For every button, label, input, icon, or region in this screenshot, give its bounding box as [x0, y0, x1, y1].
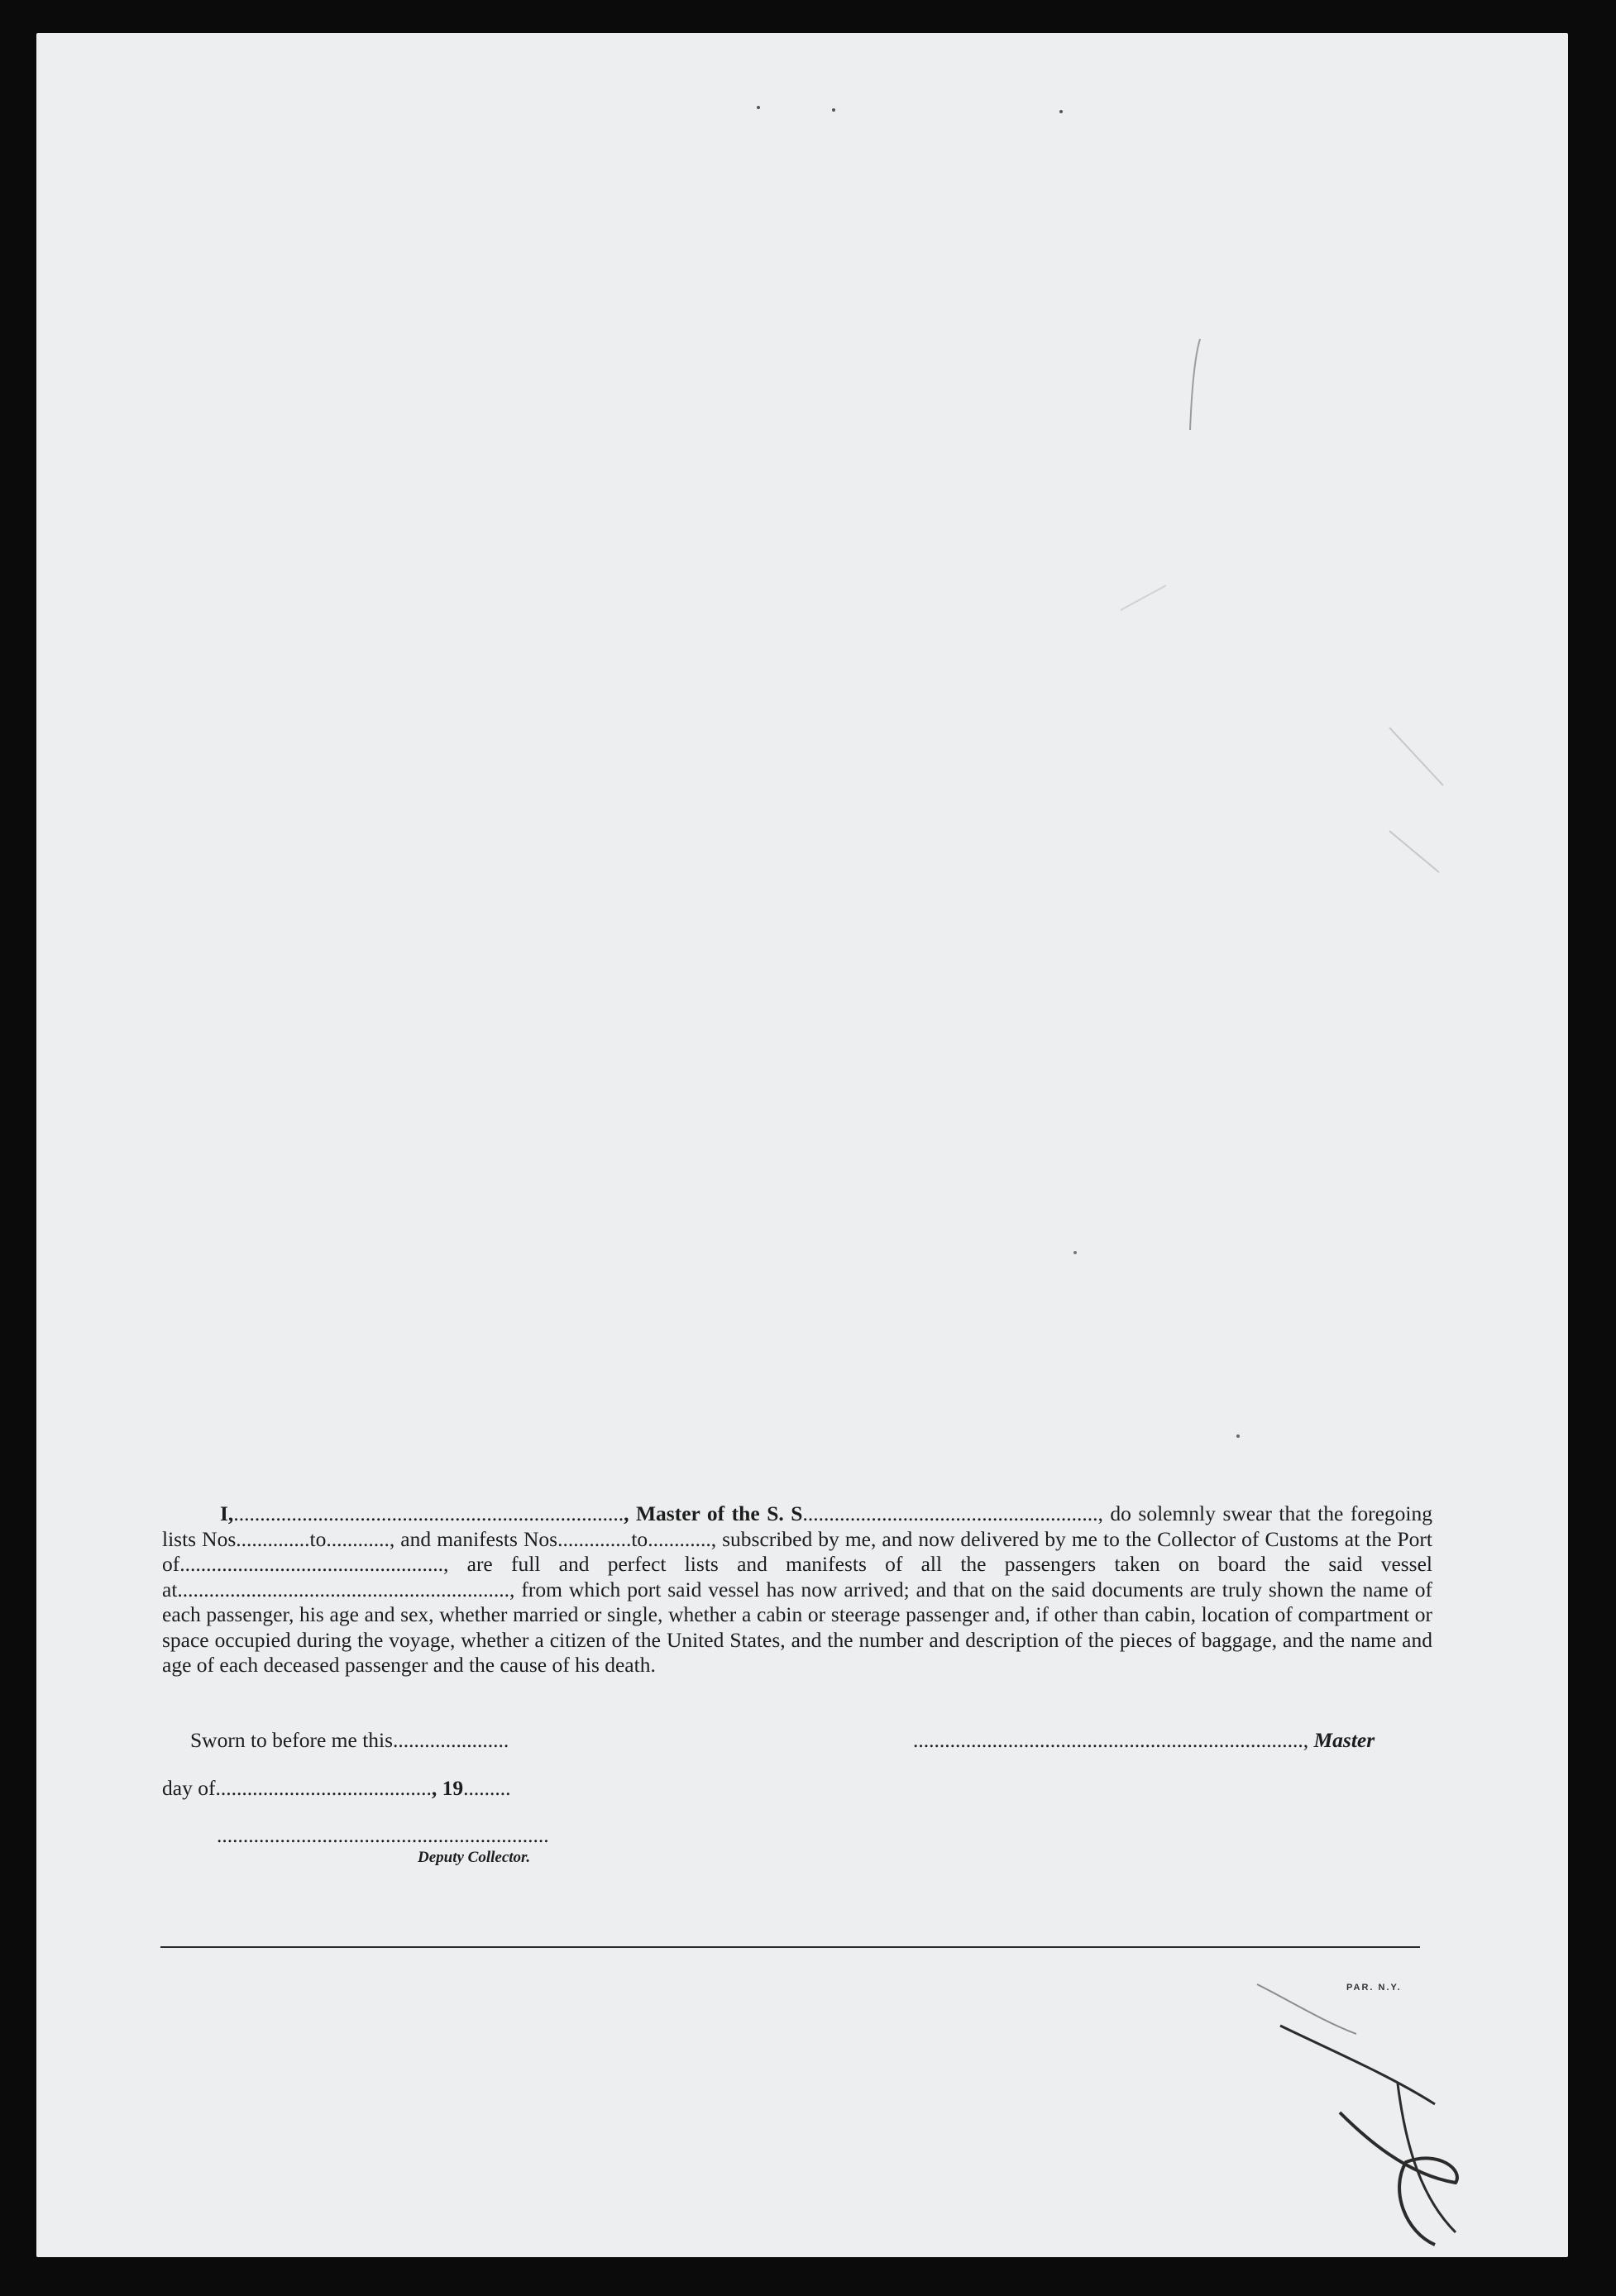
list-nos-from-blank: ..............: [236, 1526, 310, 1551]
list-nos-to-blank: ............: [326, 1526, 390, 1551]
master-label: Master: [1313, 1728, 1375, 1752]
paper-sheet: [36, 33, 1568, 2257]
master-signature-line: .........................................................................., Master: [913, 1728, 1375, 1752]
year-label: , 19: [431, 1776, 464, 1800]
printer-mark: PAR. N.Y.: [1346, 1983, 1402, 1993]
horizontal-rule: [160, 1946, 1420, 1948]
master-of-label: , Master of the S. S: [624, 1501, 803, 1525]
to-label-1: to: [309, 1526, 327, 1551]
manifest-nos-from-blank: ..............: [557, 1526, 632, 1551]
master-name-blank: ..........................................................................: [233, 1501, 624, 1525]
sworn-line: [190, 1728, 509, 1753]
year-blank: .........: [463, 1776, 511, 1800]
oath-line-2b: , and manifests Nos: [389, 1526, 558, 1551]
sworn-date-blank: ......................: [393, 1728, 509, 1752]
to-label-2: to: [631, 1526, 648, 1551]
day-month-blank: .........................................: [215, 1776, 432, 1800]
deputy-collector-label: Deputy Collector.: [418, 1849, 531, 1866]
oath-line-2a: swear that the foregoing lists Nos: [162, 1501, 1433, 1551]
master-oath-paragraph: [162, 1501, 1432, 1678]
manifest-nos-to-blank: ............: [648, 1526, 711, 1551]
oath-text: [162, 1501, 1432, 1678]
oath-line-4a: manifests of all the passengers taken on board the said vessel at: [162, 1552, 1433, 1601]
ship-name-blank: ........................................................: [802, 1501, 1098, 1525]
oath-i: I,: [220, 1501, 234, 1525]
vessel-at-blank: ...............................................................: [177, 1577, 510, 1601]
do-solemnly: , do solemnly: [1097, 1501, 1216, 1525]
oath-line-4b: , from which: [509, 1577, 621, 1601]
port-blank: ..................................................: [179, 1552, 443, 1576]
day-label: day of: [162, 1776, 216, 1800]
day-line: [162, 1776, 510, 1801]
oath-line-3a: delivered by me to the Collector of Customs at the Port of: [162, 1526, 1433, 1576]
master-signature-blank: ..........................................................................: [913, 1728, 1303, 1752]
sworn-label: Sworn to before me this: [190, 1728, 394, 1752]
oath-remaining-text: port said vessel has now arrived; and that on the said documents are truly shown the name of each passenger, his age and sex, whether married or single, whether a cabin or steerage passenger and, if other than cabin, location of compartment or space occupied during the voyage, whether a citizen of the United States, and the number and description of the pieces of baggage, and the name and age of each deceased passenger and the cause of his death.: [162, 1577, 1433, 1677]
oath-line-3b: , are full and perfect lists and: [443, 1552, 767, 1576]
deputy-signature-blank: ...............................................................: [217, 1823, 549, 1847]
oath-line-2c: , subscribed by me, and now: [710, 1526, 955, 1551]
